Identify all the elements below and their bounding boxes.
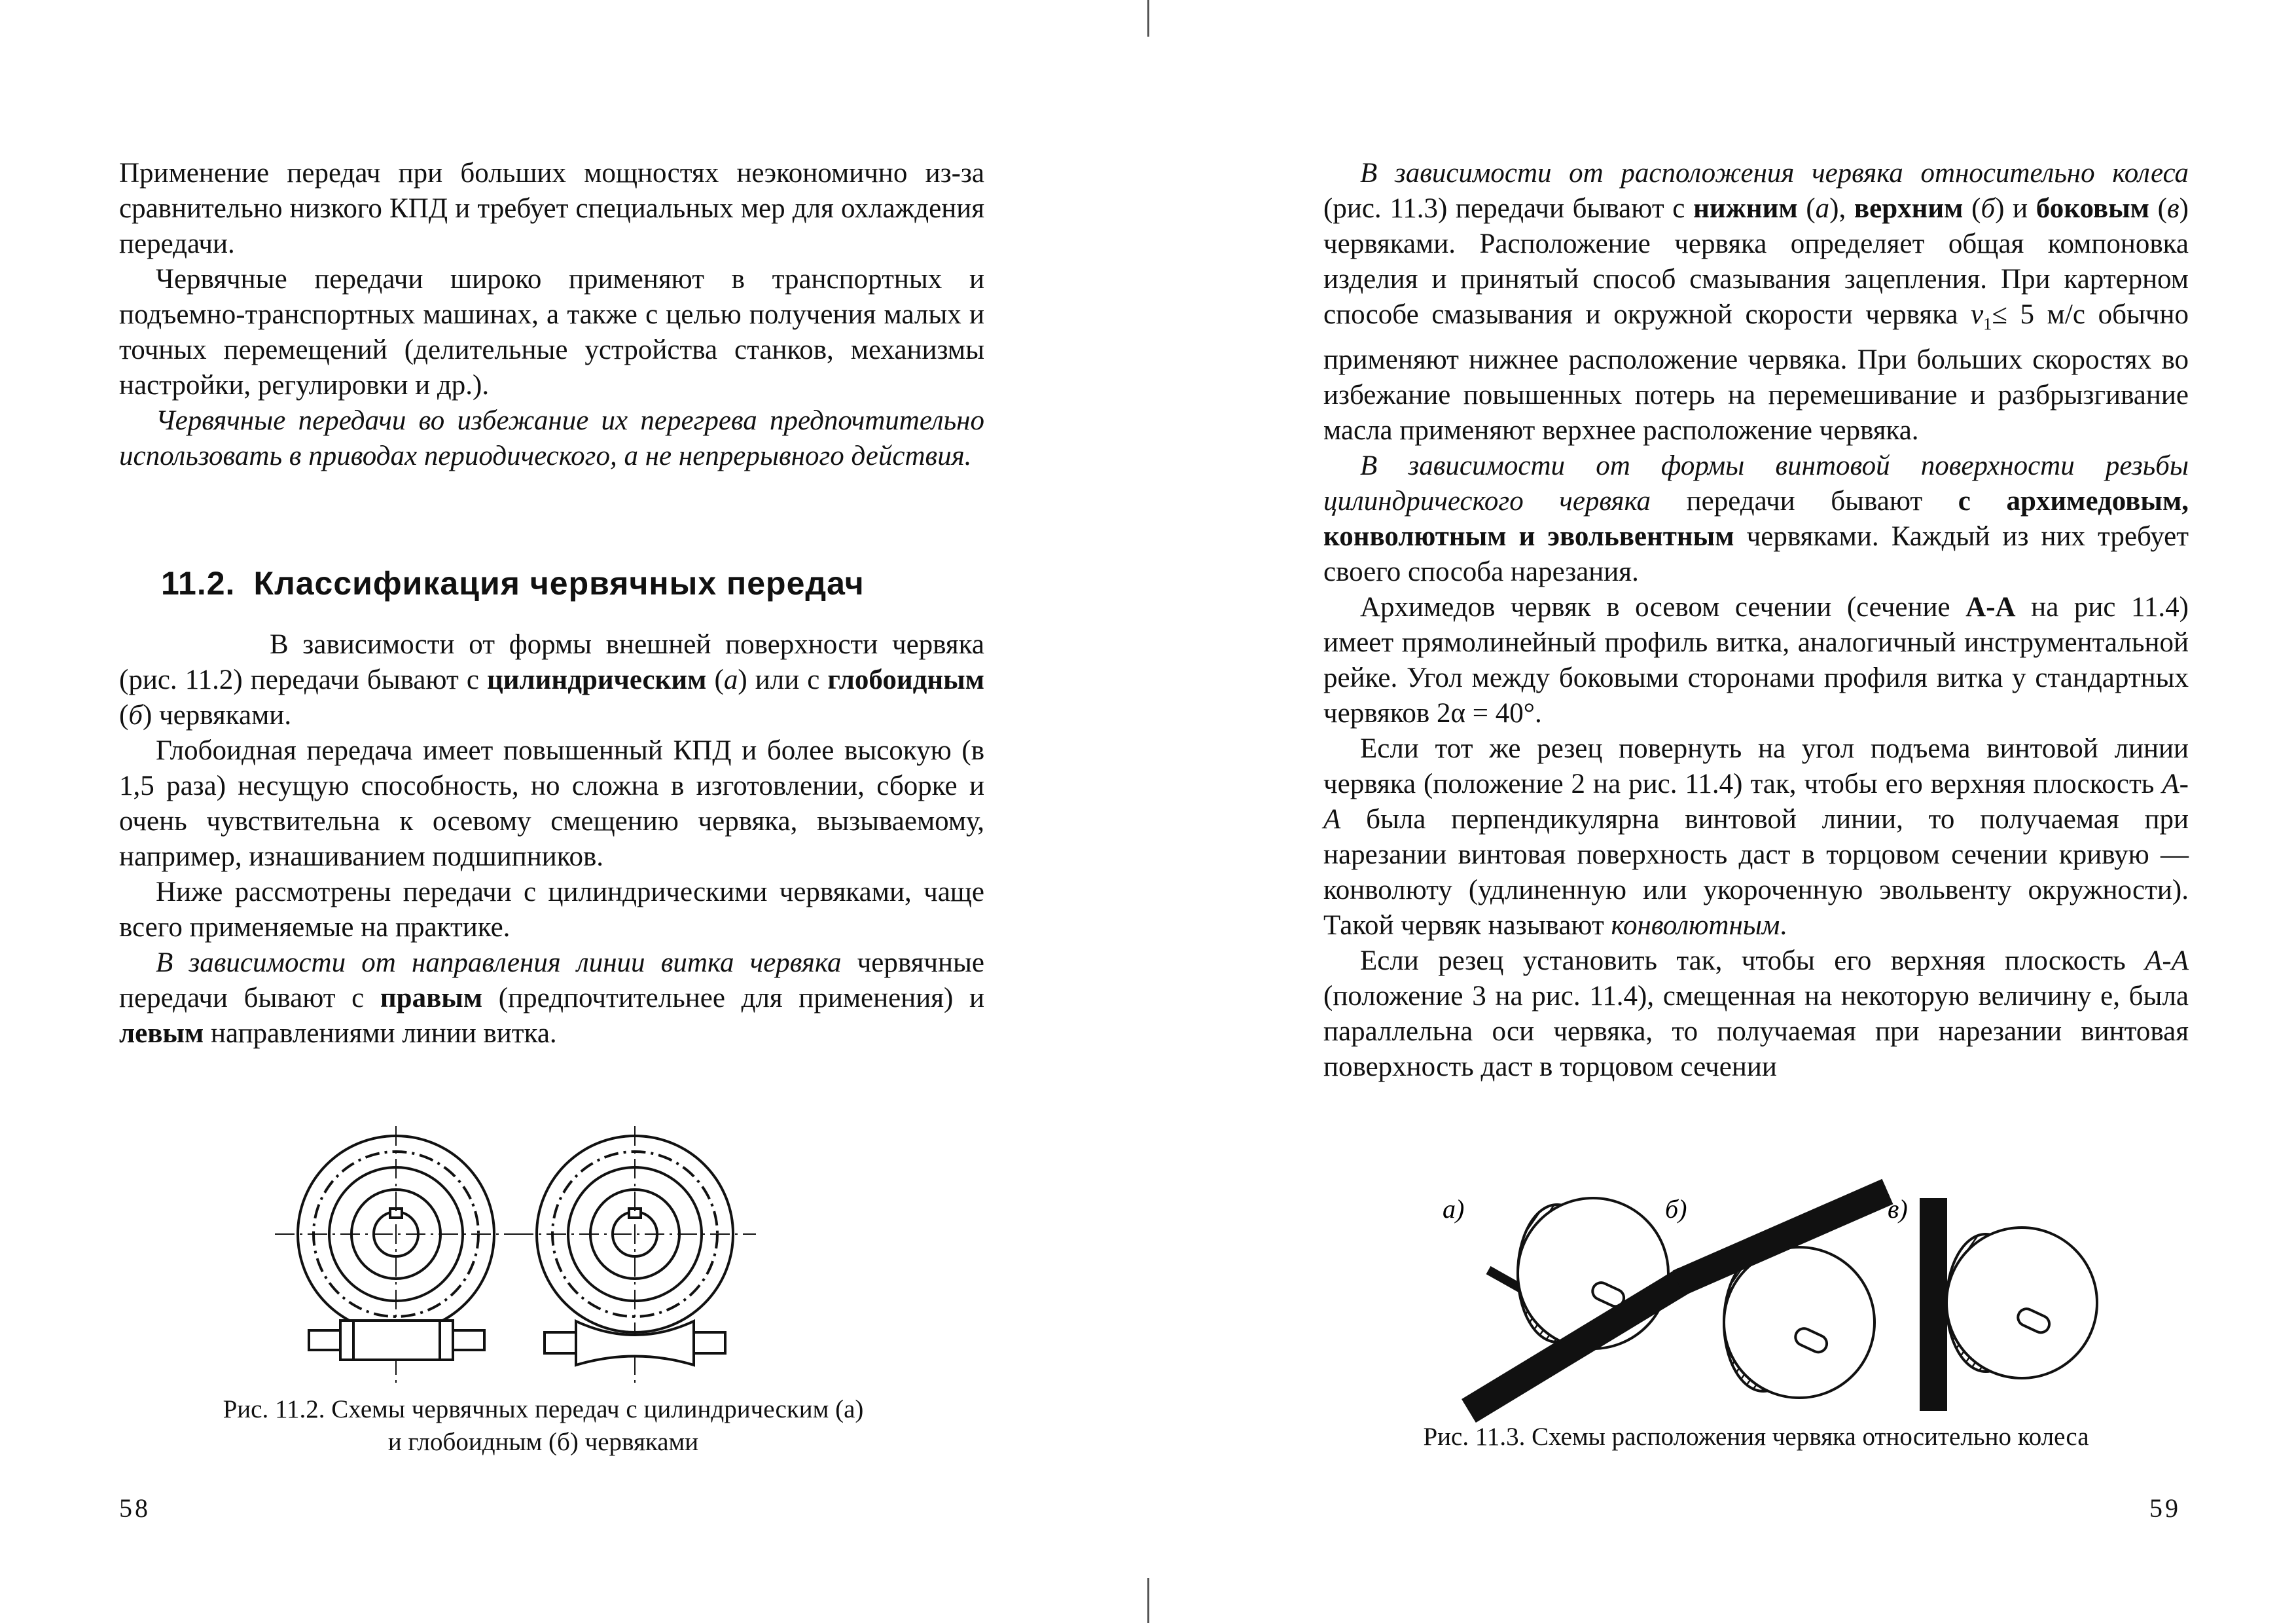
left-intro-text — [119, 156, 984, 474]
figure-label-a: а) — [1443, 1194, 1465, 1224]
paragraph-archimedes: Архимедов червяк в осевом сечении (сечение А-А на рис 11.4) имеет прямолинейный профиль витка, аналогичный инструментальной рейке. Угол между боковыми сторонами профиля витка у стандартных червяков 2α = 40°. — [1323, 591, 2189, 729]
paragraph-italic: Червячные передачи во избежание их перегрева предпочтительно использовать в приводах периодического, а не непрерывного действия. — [119, 405, 984, 471]
paragraph-below: Ниже рассмотрены передачи с цилиндрическими червяками, чаще всего применяемые на практике. — [119, 877, 984, 943]
paragraph-form: В зависимости от формы винтовой поверхности резьбы цилиндрического червяка передачи бывают с архимедовым, конволютным и эвольвентным червяками. Каждый из них требует своего способа нарезания. — [1323, 450, 2189, 587]
figure-11-2-caption: Рис. 11.2. Схемы червячных передач с цилиндрическим (а) и глобоидным (б) червяками — [223, 1395, 864, 1456]
worm-lower-drawing — [1443, 1194, 1685, 1411]
right-text — [1323, 156, 2189, 1085]
paragraph: Червячные передачи широко применяют в транспортных и подъемно-транспортных машинах, а также с целью получения малых и точных перемещений (делительные устройства станков, механизмы настройки, регулировки и др.). — [119, 264, 984, 401]
paragraph-position: В зависимости от расположения червяка относительно колеса (рис. 11.3) передачи бывают с нижним (а), верхним (б) и боковым (в) червяками. Расположение червяка определяет общая компоновка изделия и принятый способ смазывания зацепления. При картерном способе смазывания и окружной скорости червяка $v_1\le 5$ м/с обычно применяют нижнее расположение червяка. При больших скоростях во избежание повышенных потерь на перемешивание и разбрызгивание масла применяют верхнее расположение червяка. — [1323, 158, 2189, 446]
globoid-worm-drawing — [514, 1126, 756, 1385]
figure-label-b: б) — [1665, 1194, 1687, 1224]
page-number-left: 58 — [119, 1493, 151, 1523]
worm-side-drawing — [1888, 1194, 2097, 1411]
figure-label-c: в) — [1888, 1194, 1908, 1224]
figure-11-3 — [1443, 1185, 2097, 1421]
paragraph-offset: Если резец установить так, чтобы его верхняя плоскость А-А (положение 3 на рис. 11.4), смещенная на некоторую величину е, была параллельна оси червяка, то получаемая при нарезании винтовая поверхность даст в торцовом сечении — [1323, 945, 2189, 1082]
right-page — [1148, 0, 2296, 1623]
section-number: 11.2. — [161, 565, 236, 602]
paragraph-globoid: Глобоидная передача имеет повышенный КПД и более высокую (в 1,5 раза) несущую способность, но сложна в изготовлении, сборке и очень чувствительна к осевому смещению червяка, вызываемому, например, изнашиванием подшипников. — [119, 735, 984, 872]
paragraph-convolute: Если тот же резец повернуть на угол подъема винтовой линии червяка (положение 2 на рис. 11.4) так, чтобы его верхняя плоскость А-А была перпендикулярна винтовой линии, то получаемая при нарезании винтовая поверхность даст в торцовом сечении кривую — конволюту (удлиненную или укороченную эвольвенту окружности). Такой червяк называют конволютным. — [1323, 733, 2189, 941]
paragraph-shape: В зависимости от формы внешней поверхности червяка (рис. 11.2) передачи бывают с цилиндрическим (а) или с глобоидным (б) червяками. — [119, 629, 984, 731]
paragraph-direction: В зависимости от направления линии витка червяка червячные передачи бывают с правым (предпочтительнее для применения) и левым направлениями линии витка. — [119, 947, 984, 1049]
section-heading — [161, 564, 883, 602]
paragraph: Применение передач при больших мощностях неэкономично из-за сравнительно низкого КПД и требует специальных мер для охлаждения передачи. — [119, 158, 984, 259]
left-classification-text — [119, 627, 984, 1051]
page-number-right: 59 — [2149, 1493, 2181, 1523]
figure-11-2 — [275, 1126, 746, 1388]
figure-11-3-caption: Рис. 11.3. Схемы расположения червяка относительно колеса — [1423, 1423, 2089, 1451]
cylindrical-worm-drawing — [275, 1126, 517, 1385]
section-title: Классификация червячных передач — [253, 565, 865, 602]
worm-upper-drawing — [1665, 1192, 1888, 1398]
